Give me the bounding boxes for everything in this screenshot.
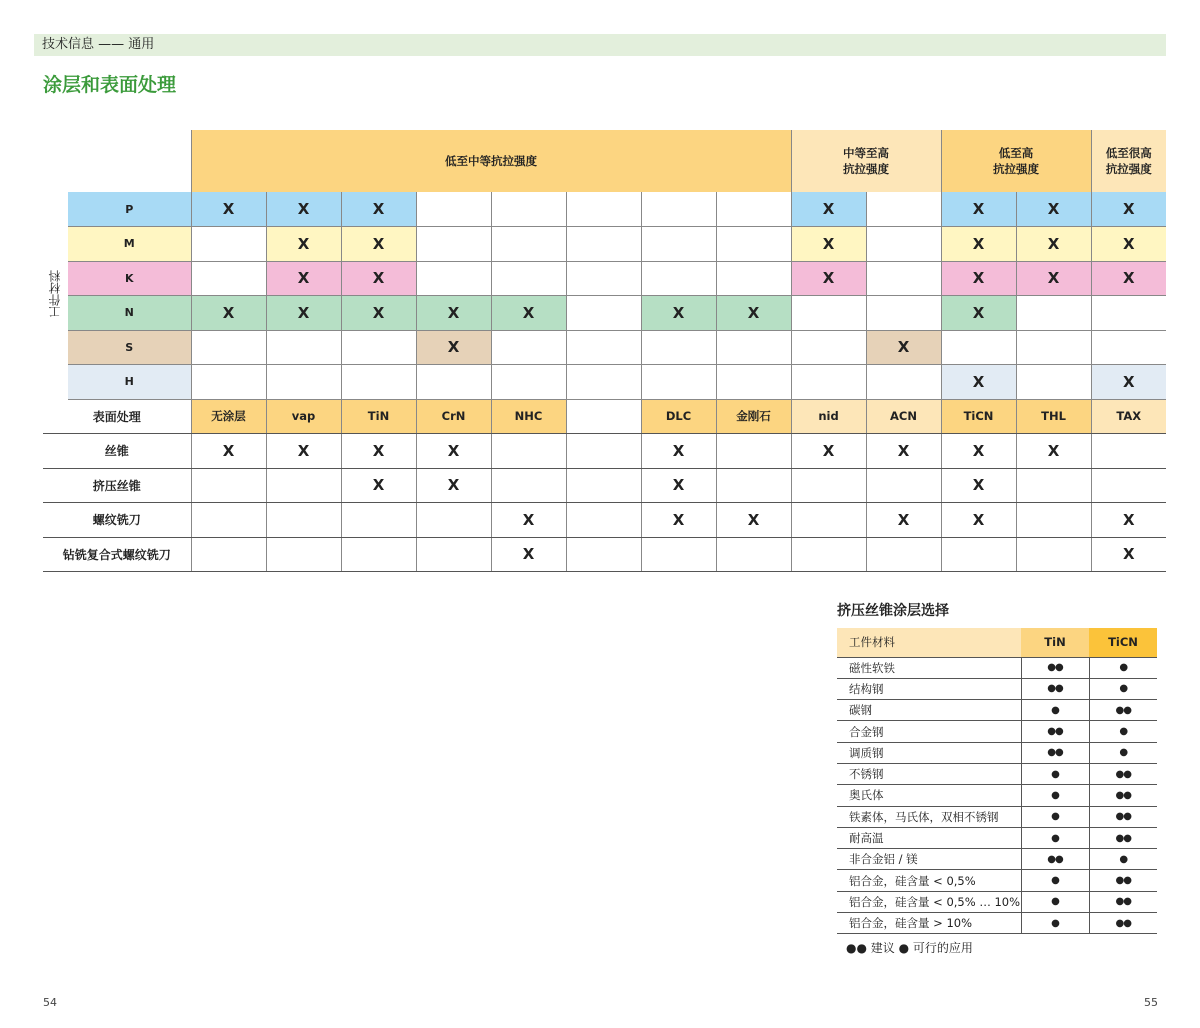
mark-cell: X [641, 468, 716, 503]
mark-cell [341, 537, 416, 572]
material-cell: 铝合金，硅含量 > 10% [837, 913, 1021, 934]
mark-cell [1016, 503, 1091, 538]
mark-cell [416, 227, 491, 262]
surface-cell: TiN [341, 399, 416, 434]
mark-cell: X [1091, 227, 1166, 262]
mark-cell [866, 192, 941, 227]
rating-cell: ●● [1089, 785, 1157, 806]
mark-cell [341, 365, 416, 400]
mark-cell [266, 537, 341, 572]
mark-cell [791, 330, 866, 365]
mark-cell [191, 330, 266, 365]
surface-cell: nid [791, 399, 866, 434]
rating-cell: ●● [1089, 700, 1157, 721]
mark-cell: X [266, 261, 341, 296]
material-cell: 合金钢 [837, 721, 1021, 742]
mark-cell [416, 537, 491, 572]
surface-cell: NHC [491, 399, 566, 434]
mark-cell: X [266, 296, 341, 331]
rating-cell: ● [1089, 849, 1157, 870]
forming-coating-table [837, 628, 1157, 934]
mark-cell [191, 537, 266, 572]
mark-cell: X [716, 296, 791, 331]
mark-cell [1016, 365, 1091, 400]
mark-cell: X [1091, 192, 1166, 227]
mark-cell [491, 227, 566, 262]
mark-cell: X [866, 434, 941, 469]
surface-cell [566, 399, 641, 434]
mark-cell: X [416, 330, 491, 365]
mark-cell: X [491, 296, 566, 331]
material-cell: 结构钢 [837, 678, 1021, 699]
mark-cell [566, 365, 641, 400]
mark-cell: X [341, 261, 416, 296]
rating-cell: ● [1021, 806, 1089, 827]
mark-cell [491, 468, 566, 503]
mark-cell [716, 330, 791, 365]
mark-cell [641, 330, 716, 365]
tool-label: 钻铣复合式螺纹铣刀 [43, 537, 191, 572]
forming-table-title: 挤压丝锥涂层选择 [837, 603, 949, 619]
mark-cell: X [1091, 503, 1166, 538]
tool-label: 螺纹铣刀 [43, 503, 191, 538]
mark-cell [416, 192, 491, 227]
rating-cell: ● [1089, 742, 1157, 763]
mark-cell [716, 468, 791, 503]
forming-row [837, 721, 1157, 742]
mark-cell [866, 296, 941, 331]
rating-cell: ●● [1021, 678, 1089, 699]
rating-cell: ●● [1021, 849, 1089, 870]
mark-cell: X [191, 434, 266, 469]
material-cell: 非合金铝 / 镁 [837, 849, 1021, 870]
mark-cell [266, 365, 341, 400]
mark-cell [566, 227, 641, 262]
mark-cell: X [416, 434, 491, 469]
rating-cell: ● [1021, 870, 1089, 891]
mark-cell [716, 434, 791, 469]
material-cell: 不锈钢 [837, 763, 1021, 784]
mark-cell [566, 537, 641, 572]
mark-cell: X [716, 503, 791, 538]
material-label: M [68, 227, 191, 262]
surface-cell: TAX [1091, 399, 1166, 434]
mark-cell: X [341, 296, 416, 331]
mark-cell: X [941, 365, 1016, 400]
rating-cell: ● [1021, 913, 1089, 934]
mark-cell [791, 503, 866, 538]
page-number-right: 55 [1144, 996, 1158, 1009]
mark-cell: X [641, 503, 716, 538]
corner-cell [43, 130, 68, 192]
surface-label: 表面处理 [43, 399, 191, 434]
forming-row [837, 657, 1157, 678]
page-number-left: 54 [43, 996, 57, 1009]
legend: ●● 建议 ● 可行的应用 [846, 941, 973, 955]
forming-row [837, 700, 1157, 721]
mark-cell [1016, 330, 1091, 365]
mark-cell: X [941, 468, 1016, 503]
material-row [43, 365, 1166, 400]
mark-cell [491, 330, 566, 365]
mark-cell [566, 296, 641, 331]
spacer [43, 330, 68, 365]
mark-cell [566, 503, 641, 538]
mark-cell: X [1016, 434, 1091, 469]
forming-row [837, 849, 1157, 870]
mark-cell: X [941, 227, 1016, 262]
mark-cell: X [191, 192, 266, 227]
material-cell: 奥氏体 [837, 785, 1021, 806]
group-header: 中等至高 抗拉强度 [791, 130, 941, 192]
material-row [43, 330, 1166, 365]
forming-row [837, 913, 1157, 934]
rating-cell: ●● [1089, 827, 1157, 848]
material-cell: 调质钢 [837, 742, 1021, 763]
mark-cell: X [341, 227, 416, 262]
group-header-row [43, 130, 1166, 192]
mark-cell: X [1091, 537, 1166, 572]
mark-cell: X [491, 503, 566, 538]
mark-cell [1091, 468, 1166, 503]
mark-cell: X [866, 503, 941, 538]
tool-label: 丝锥 [43, 434, 191, 469]
mark-cell [866, 468, 941, 503]
mark-cell [491, 434, 566, 469]
mark-cell [941, 537, 1016, 572]
surface-cell: THL [1016, 399, 1091, 434]
mark-cell [866, 227, 941, 262]
material-row [43, 296, 1166, 331]
surface-cell: vap [266, 399, 341, 434]
rating-cell: ●● [1021, 721, 1089, 742]
mark-cell: X [941, 192, 1016, 227]
rating-cell: ● [1021, 763, 1089, 784]
corner-cell [68, 130, 191, 192]
mark-cell [191, 365, 266, 400]
spacer [43, 261, 68, 296]
mark-cell [716, 261, 791, 296]
material-cell: 碳钢 [837, 700, 1021, 721]
material-row [43, 261, 1166, 296]
mark-cell: X [941, 296, 1016, 331]
mark-cell [641, 537, 716, 572]
mark-cell: X [1091, 365, 1166, 400]
mark-cell [491, 192, 566, 227]
mark-cell: X [791, 434, 866, 469]
page-title: 涂层和表面处理 [43, 74, 177, 96]
mark-cell [791, 537, 866, 572]
mark-cell: X [791, 261, 866, 296]
material-label: N [68, 296, 191, 331]
mark-cell [641, 261, 716, 296]
section-bar: 技术信息 —— 通用 [34, 34, 1166, 56]
rating-cell: ●● [1089, 891, 1157, 912]
tool-row [43, 468, 1166, 503]
mark-cell: X [1091, 261, 1166, 296]
surface-row [43, 399, 1166, 434]
mark-cell: X [1016, 261, 1091, 296]
mark-cell [791, 365, 866, 400]
mark-cell [941, 330, 1016, 365]
forming-row [837, 763, 1157, 784]
mark-cell [191, 261, 266, 296]
mark-cell [716, 227, 791, 262]
material-label: H [68, 365, 191, 400]
mark-cell: X [866, 330, 941, 365]
mark-cell: X [941, 261, 1016, 296]
mark-cell [416, 261, 491, 296]
mark-cell [566, 330, 641, 365]
forming-row [837, 806, 1157, 827]
side-label: 工件材料 [48, 270, 62, 318]
mark-cell [566, 261, 641, 296]
mark-cell [866, 537, 941, 572]
rating-cell: ●● [1021, 657, 1089, 678]
material-label: P [68, 192, 191, 227]
surface-cell: ACN [866, 399, 941, 434]
rating-cell: ● [1089, 721, 1157, 742]
mark-cell: X [341, 468, 416, 503]
mark-cell: X [341, 192, 416, 227]
rating-cell: ● [1021, 785, 1089, 806]
mark-cell [416, 503, 491, 538]
tool-row [43, 503, 1166, 538]
spacer [43, 227, 68, 262]
mark-cell: X [416, 296, 491, 331]
mark-cell: X [1016, 227, 1091, 262]
mark-cell [641, 365, 716, 400]
material-cell: 铁素体，马氏体，双相不锈钢 [837, 806, 1021, 827]
mark-cell [1016, 296, 1091, 331]
mark-cell [491, 365, 566, 400]
mark-cell: X [641, 434, 716, 469]
mark-cell [866, 261, 941, 296]
rating-cell: ●● [1089, 913, 1157, 934]
mark-cell [1091, 434, 1166, 469]
mark-cell [1091, 296, 1166, 331]
mark-cell: X [191, 296, 266, 331]
mark-cell: X [266, 192, 341, 227]
mark-cell [266, 468, 341, 503]
mark-cell [1016, 468, 1091, 503]
spacer [43, 192, 68, 227]
mark-cell [716, 365, 791, 400]
mark-cell [791, 468, 866, 503]
rating-cell: ● [1021, 891, 1089, 912]
forming-header: TiCN [1089, 628, 1157, 657]
rating-cell: ● [1089, 657, 1157, 678]
mark-cell [191, 468, 266, 503]
material-row [43, 192, 1166, 227]
material-cell: 铝合金，硅含量 < 0,5% … 10% [837, 891, 1021, 912]
mark-cell [716, 192, 791, 227]
mark-cell: X [266, 434, 341, 469]
mark-cell [266, 330, 341, 365]
spacer [43, 365, 68, 400]
surface-cell: DLC [641, 399, 716, 434]
mark-cell [491, 261, 566, 296]
surface-cell: 金刚石 [716, 399, 791, 434]
mark-cell [866, 365, 941, 400]
rating-cell: ●● [1021, 742, 1089, 763]
forming-header: TiN [1021, 628, 1089, 657]
mark-cell [566, 192, 641, 227]
group-header: 低至很高 抗拉强度 [1091, 130, 1166, 192]
surface-cell: 无涂层 [191, 399, 266, 434]
mark-cell: X [266, 227, 341, 262]
forming-row [837, 678, 1157, 699]
rating-cell: ●● [1089, 763, 1157, 784]
mark-cell [791, 296, 866, 331]
material-cell: 铝合金，硅含量 < 0,5% [837, 870, 1021, 891]
mark-cell [191, 503, 266, 538]
mark-cell [191, 227, 266, 262]
mark-cell [341, 503, 416, 538]
forming-row [837, 891, 1157, 912]
material-label: K [68, 261, 191, 296]
mark-cell [341, 330, 416, 365]
material-cell: 耐高温 [837, 827, 1021, 848]
mark-cell [566, 434, 641, 469]
surface-cell: CrN [416, 399, 491, 434]
mark-cell: X [941, 503, 1016, 538]
mark-cell [641, 227, 716, 262]
surface-cell: TiCN [941, 399, 1016, 434]
forming-row [837, 785, 1157, 806]
coating-table [43, 130, 1166, 572]
mark-cell: X [341, 434, 416, 469]
rating-cell: ● [1021, 700, 1089, 721]
group-header: 低至高 抗拉强度 [941, 130, 1091, 192]
mark-cell [566, 468, 641, 503]
mark-cell [641, 192, 716, 227]
tool-row [43, 537, 1166, 572]
forming-row [837, 827, 1157, 848]
mark-cell [266, 503, 341, 538]
rating-cell: ● [1021, 827, 1089, 848]
tool-label: 挤压丝锥 [43, 468, 191, 503]
group-header: 低至中等抗拉强度 [191, 130, 791, 192]
mark-cell: X [1016, 192, 1091, 227]
mark-cell: X [941, 434, 1016, 469]
forming-row [837, 870, 1157, 891]
material-row [43, 227, 1166, 262]
tool-row [43, 434, 1166, 469]
mark-cell [716, 537, 791, 572]
rating-cell: ● [1089, 678, 1157, 699]
forming-header-row [837, 628, 1157, 657]
mark-cell: X [491, 537, 566, 572]
mark-cell [1016, 537, 1091, 572]
rating-cell: ●● [1089, 870, 1157, 891]
mark-cell: X [791, 227, 866, 262]
forming-row [837, 742, 1157, 763]
rating-cell: ●● [1089, 806, 1157, 827]
mark-cell: X [791, 192, 866, 227]
mark-cell: X [641, 296, 716, 331]
material-label: S [68, 330, 191, 365]
material-cell: 磁性软铁 [837, 657, 1021, 678]
mark-cell [416, 365, 491, 400]
forming-header: 工件材料 [837, 628, 1021, 657]
mark-cell [1091, 330, 1166, 365]
spacer [43, 296, 68, 331]
mark-cell: X [416, 468, 491, 503]
